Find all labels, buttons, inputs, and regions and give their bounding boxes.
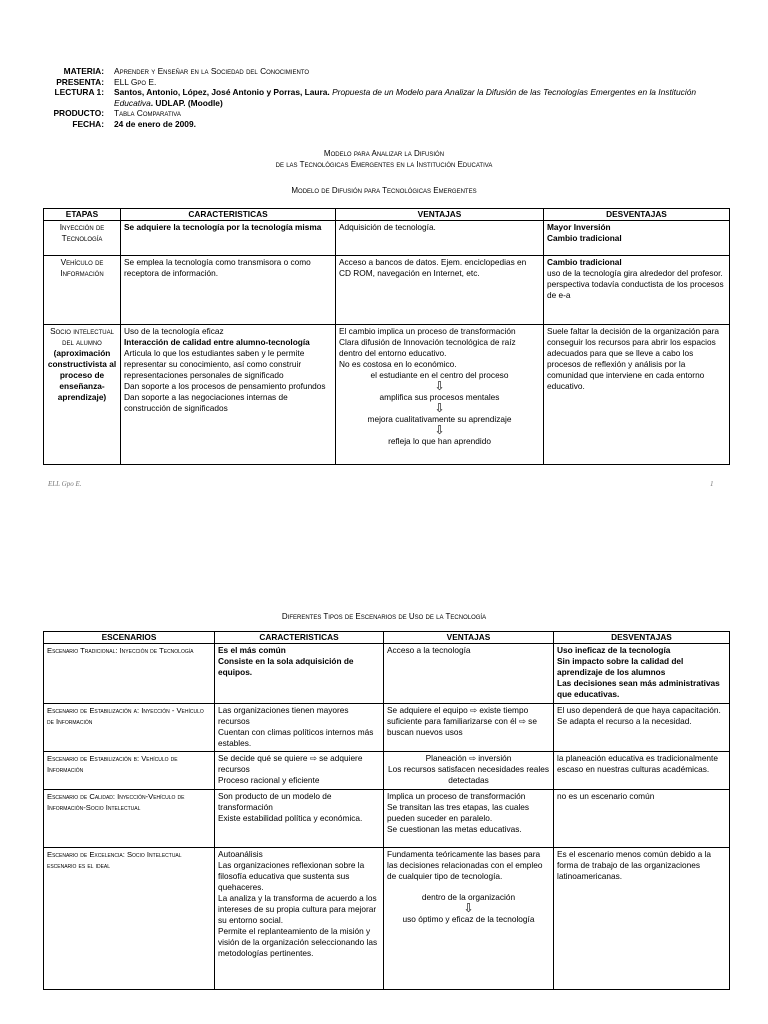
- cell-line: Autoanálisis: [218, 849, 263, 859]
- cell-line: Se adquiere el equipo: [387, 705, 468, 715]
- cell-line: Proceso racional y eficiente: [218, 775, 320, 785]
- table-cell: [384, 790, 554, 848]
- cell-line: Interacción de calidad entre alumno-tecnología: [124, 337, 310, 347]
- column-header: CARACTERISTICAS: [121, 209, 336, 221]
- cell-line: se buscan nuevos usos: [387, 716, 537, 737]
- cell-line: El uso dependerá de que haya capacitación.: [557, 705, 721, 715]
- lectura-label: LECTURA 1:: [54, 87, 104, 97]
- page-footer: ELL Gpo E.: [48, 480, 82, 488]
- producto-value: Tabla Comparativa: [114, 108, 181, 118]
- fecha-value: 24 de enero de 2009.: [114, 118, 196, 129]
- cell-line: Escenario de Excelencia: Socio Intelectual: [47, 850, 182, 859]
- cell-line: Existe estabilidad política y económica.: [218, 813, 363, 823]
- table-header-row: [44, 632, 730, 644]
- cell-line: Los recursos satisfacen necesidades reales detectadas: [388, 764, 549, 785]
- cell-line: escenario es el ideal: [47, 861, 111, 870]
- table-cell: [544, 221, 730, 256]
- column-header: CARACTERISTICAS: [215, 632, 384, 644]
- cell-line: No es costosa en lo económico.: [339, 359, 457, 369]
- column-header: ETAPAS: [44, 209, 121, 221]
- producto-row: [44, 108, 724, 119]
- cell-line: Implica un proceso de transformación: [387, 791, 526, 801]
- cell-line: Fundamenta teóricamente las bases para las decisiones relacionadas con el empleo de cualquier tipo de tecnología.: [387, 849, 543, 881]
- cell-line: Cuentan con climas políticos internos más estables.: [218, 727, 374, 748]
- cell-line: el estudiante en el centro del proceso: [370, 370, 509, 380]
- table-row: [44, 256, 730, 325]
- producto-label: PRODUCTO:: [53, 108, 104, 118]
- stage-cell: [44, 325, 121, 465]
- cell-line: perspectiva todavía conductista de los procesos de e-a: [547, 279, 724, 300]
- table-cell: Suele faltar la decisión de la organización para conseguir los recursos para abrir los espacios adecuados para que se lleve a cabo los procesos de reflexión y análisis por la comunidad que interviene en cada entorno educativo.: [544, 325, 730, 465]
- down-arrow-icon: ⇩: [463, 901, 474, 915]
- cell-line: Se decide qué se quiere: [218, 753, 308, 763]
- lectura-publisher: . UDLAP. (Moodle): [150, 97, 223, 108]
- table-cell: [215, 644, 384, 704]
- presenta-row: [44, 77, 724, 88]
- scenario-cell: [44, 848, 215, 990]
- table-cell: [384, 704, 554, 752]
- table-cell: Se adquiere la tecnología por la tecnología misma: [121, 221, 336, 256]
- right-arrow-icon: ⇨: [518, 716, 526, 726]
- table2-title: Diferentes Tipos de Escenarios de Uso de la Tecnología: [281, 612, 487, 621]
- column-header: ESCENARIOS: [44, 632, 215, 644]
- table-cell: Se emplea la tecnología como transmisora o como receptora de información.: [121, 256, 336, 325]
- document-title: [0, 148, 768, 170]
- table-cell: [215, 752, 384, 790]
- page-number: 1: [710, 480, 714, 488]
- table-cell: [121, 325, 336, 465]
- document-header: [44, 66, 724, 129]
- cell-line: uso de la tecnología gira alrededor del profesor.: [547, 268, 723, 278]
- right-arrow-icon: ⇨: [309, 753, 317, 763]
- cell-line: Mayor Inversión: [547, 222, 611, 232]
- cell-line: La analiza y la transforma de acuerdo a los intereses de su propia cultura para mejorar su entorno social.: [218, 893, 377, 925]
- table-cell: [215, 790, 384, 848]
- cell-line: mejora cualitativamente su aprendizaje: [367, 414, 512, 424]
- table-cell: [215, 704, 384, 752]
- cell-line: dentro de la organización: [421, 892, 516, 902]
- table1-title: Modelo de Difusión para Tecnológicas Emergentes: [291, 186, 477, 195]
- table-row: [44, 325, 730, 465]
- table-cell: no es un escenario común: [554, 790, 730, 848]
- table-header-row: [44, 209, 730, 221]
- cell-line: Las organizaciones reflexionan sobre la filosofía educativa que sustenta sus quehaceres.: [218, 860, 365, 892]
- presenta-label: PRESENTA:: [56, 76, 104, 87]
- table-cell: [384, 848, 554, 990]
- cell-line: Planeación: [425, 753, 467, 763]
- cell-line: Las decisiones sean más administrativas que educativas.: [557, 678, 720, 699]
- table-cell: [336, 325, 544, 465]
- fecha-row: [44, 119, 724, 130]
- lectura-row: [44, 87, 724, 108]
- lectura-title: Propuesta de un Modelo para Analizar la Difusión de las Tecnologías Emergentes en la Institución Educativa: [114, 87, 697, 108]
- column-header: VENTAJAS: [384, 632, 554, 644]
- column-header: DESVENTAJAS: [544, 209, 730, 221]
- fecha-label: FECHA:: [72, 118, 104, 129]
- cell-line: El cambio implica un proceso de transformación: [339, 326, 516, 336]
- scenarios-table: [43, 631, 730, 990]
- presenta-value: ELL Gpo E.: [114, 76, 157, 87]
- down-arrow-icon: ⇩: [434, 379, 445, 393]
- cell-line: amplifica sus procesos mentales: [379, 392, 500, 402]
- cell-line: Sin impacto sobre la calidad del aprendizaje de los alumnos: [557, 656, 684, 677]
- cell-line: Se cuestionan las metas educativas.: [387, 824, 522, 834]
- lectura-authors: Santos, Antonio, López, José Antonio y Porras, Laura.: [114, 87, 330, 97]
- table-cell: Acceso a bancos de datos. Ejem. enciclopedias en CD ROM, navegación en Internet, etc.: [336, 256, 544, 325]
- cell-line: Consiste en la sola adquisición de equipos.: [218, 656, 354, 677]
- table-cell: [544, 256, 730, 325]
- cell-line: Son producto de un modelo de transformación: [218, 791, 332, 812]
- scenario-cell: Escenario Tradicional: Inyección de Tecnología: [44, 644, 215, 704]
- cell-line: Clara difusión de Innovación tecnológica de raíz dentro del entorno educativo.: [339, 337, 516, 358]
- table-cell: la planeación educativa es tradicionalmente escaso en nuestras culturas académicas.: [554, 752, 730, 790]
- cell-line: uso óptimo y eficaz de la tecnología: [402, 914, 535, 924]
- cell-line: Es el más común: [218, 645, 286, 655]
- lectura-value: [114, 87, 724, 108]
- cell-line: inversión: [478, 753, 512, 763]
- scenario-cell: Escenario de Calidad: Inyección-Vehículo de Información-Socio Intelectual: [44, 790, 215, 848]
- table-row: [44, 704, 730, 752]
- cell-line: Permite el replanteamiento de la misión y visión de la organización seleccionando las metodologías pertinentes.: [218, 926, 378, 958]
- cell-line: Socio intelectual del alumno: [50, 326, 114, 347]
- cell-line: (aproximación constructivista al proceso de enseñanza-aprendizaje): [47, 348, 117, 402]
- cell-line: se adquiere recursos: [218, 753, 363, 774]
- diffusion-model-table: [43, 208, 730, 465]
- right-arrow-icon: ⇨: [468, 753, 476, 763]
- down-arrow-icon: ⇩: [434, 423, 445, 437]
- cell-line: Cambio tradicional: [547, 257, 622, 267]
- table-row: [44, 221, 730, 256]
- table-cell: Acceso a la tecnología: [384, 644, 554, 704]
- table-row: [44, 790, 730, 848]
- stage-cell: Inyección de Tecnología: [44, 221, 121, 256]
- table-row: [44, 848, 730, 990]
- document-title-line2: de las Tecnológicas Emergentes en la Institución Educativa: [275, 160, 493, 169]
- table-row: [44, 644, 730, 704]
- cell-line: Se adapta el recurso a la necesidad.: [557, 716, 692, 726]
- cell-line: Uso ineficaz de la tecnología: [557, 645, 671, 655]
- cell-line: existe tiempo suficiente para familiarizarse con él: [387, 705, 529, 726]
- materia-value: Aprender y Enseñar en la Sociedad del Conocimiento: [114, 66, 310, 76]
- column-header: VENTAJAS: [336, 209, 544, 221]
- cell-line: Dan soporte a los procesos de pensamiento profundos: [124, 381, 326, 391]
- table-cell: Adquisición de tecnología.: [336, 221, 544, 256]
- right-arrow-icon: ⇨: [470, 705, 477, 715]
- document-title-line1: Modelo para Analizar la Difusión: [323, 149, 445, 158]
- scenario-cell: Escenario de Estabilización a: Inyección - Vehículo de Información: [44, 704, 215, 752]
- scenario-cell: Escenario de Estabilización b: Vehículo de Información: [44, 752, 215, 790]
- materia-row: [44, 66, 724, 77]
- cell-line: Se transitan las tres etapas, las cuales pueden suceder en paralelo.: [387, 802, 530, 823]
- cell-line: Dan soporte a las negociaciones internas de construcción de significados: [124, 392, 288, 413]
- table-cell: [554, 644, 730, 704]
- column-header: DESVENTAJAS: [554, 632, 730, 644]
- materia-label: MATERIA:: [63, 66, 104, 76]
- cell-line: refleja lo que han aprendido: [388, 436, 491, 446]
- table-cell: [384, 752, 554, 790]
- down-arrow-icon: ⇩: [434, 401, 445, 415]
- table-cell: [215, 848, 384, 990]
- cell-line: Cambio tradicional: [547, 233, 622, 243]
- cell-line: Articula lo que los estudiantes saben y le permite representar su conocimiento, así como construir representaciones personales de significado: [124, 348, 305, 380]
- table-cell: Es el escenario menos común debido a la forma de trabajo de las organizaciones latinoamericanas.: [554, 848, 730, 990]
- table-row: [44, 752, 730, 790]
- stage-cell: Vehículo de Información: [44, 256, 121, 325]
- cell-line: Uso de la tecnología eficaz: [124, 326, 224, 336]
- cell-line: Las organizaciones tienen mayores recursos: [218, 705, 349, 726]
- table-cell: [554, 704, 730, 752]
